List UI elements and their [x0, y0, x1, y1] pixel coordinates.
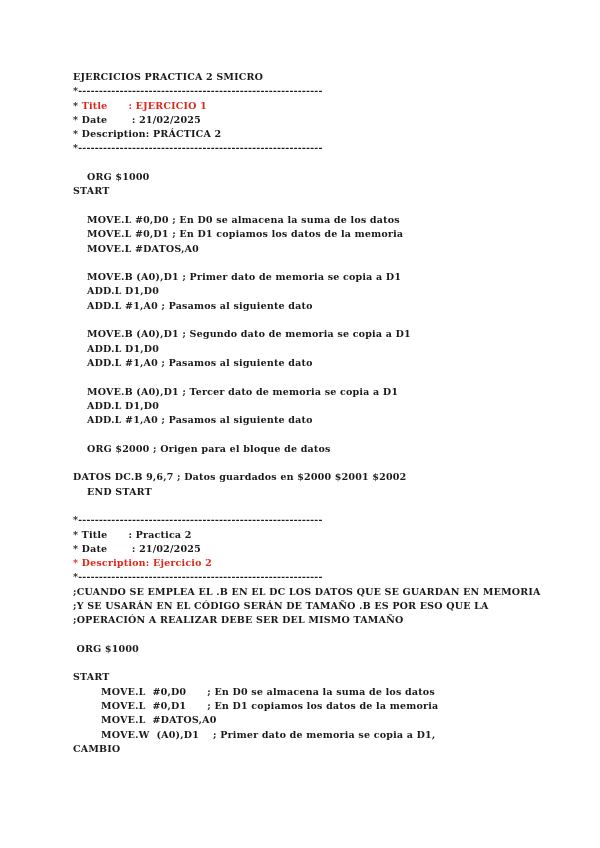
code-line-text: * Title : Practica 2	[73, 529, 192, 541]
code-line	[73, 343, 573, 357]
code-line-text: MOVE.L #0,D0 ; En D0 se almacena la suma de los datos	[73, 214, 400, 226]
code-line	[73, 243, 573, 257]
code-line	[73, 686, 573, 700]
code-line-text: ORG $1000	[73, 643, 139, 655]
code-line	[73, 714, 573, 728]
code-line-text: MOVE.L #0,D1 ; En D1 copiamos los datos de la memoria	[73, 701, 439, 713]
code-line	[73, 629, 573, 643]
code-line-text: MOVE.L #DATOS,A0	[73, 715, 217, 727]
code-line-text: ORG $2000 ; Origen para el bloque de datos	[73, 443, 331, 455]
code-line-text: ADD.L D1,D0	[73, 343, 160, 355]
code-line	[73, 128, 573, 142]
code-line	[73, 743, 573, 757]
code-line-text: ORG $1000	[73, 172, 150, 184]
code-line	[73, 300, 573, 314]
code-line	[73, 457, 573, 471]
code-line	[73, 700, 573, 714]
code-line	[73, 371, 573, 385]
code-line-text: *	[73, 100, 82, 112]
code-line-text: DATOS DC.B 9,6,7 ; Datos guardados en $2000 $2001 $2002	[73, 472, 407, 484]
code-line	[73, 557, 573, 571]
code-line	[73, 214, 573, 228]
code-line-text: EJERCICIOS PRACTICA 2 SMICRO	[73, 72, 264, 83]
code-line-text: ADD.L D1,D0	[73, 286, 160, 298]
code-line	[73, 428, 573, 442]
code-line-text: ADD.L D1,D0	[73, 400, 160, 412]
code-line	[73, 729, 573, 743]
code-line	[73, 357, 573, 371]
code-line-text: ;CUANDO SE EMPLEA EL .B EN EL DC LOS DATOS QUE SE GUARDAN EN MEMORIA	[73, 586, 541, 598]
code-line-text: * Date : 21/02/2025	[73, 114, 201, 126]
code-line	[73, 328, 573, 342]
code-line	[73, 200, 573, 214]
code-line	[73, 228, 573, 242]
code-line	[73, 386, 573, 400]
code-line	[73, 314, 573, 328]
code-line	[73, 657, 573, 671]
code-line	[73, 114, 573, 128]
code-line	[73, 514, 573, 528]
code-line	[73, 271, 573, 285]
code-line	[73, 543, 573, 557]
code-line-text: MOVE.B (A0),D1 ; Primer dato de memoria se copia a D1	[73, 272, 402, 284]
code-line	[73, 85, 573, 99]
code-line	[73, 671, 573, 685]
code-line	[73, 600, 573, 614]
code-line-text: MOVE.L #0,D0 ; En D0 se almacena la suma de los datos	[73, 686, 435, 698]
code-line-text: START	[73, 672, 110, 684]
code-line	[73, 643, 573, 657]
code-line-text: *-----------------------------------------------------------	[73, 143, 323, 155]
code-line	[73, 471, 573, 485]
code-line	[73, 285, 573, 299]
code-line	[73, 100, 573, 114]
code-line-text: MOVE.W (A0),D1 ; Primer dato de memoria se copia a D1,	[73, 729, 436, 741]
code-line-text: * Date : 21/02/2025	[73, 543, 201, 555]
code-line-text: MOVE.B (A0),D1 ; Segundo dato de memoria se copia a D1	[73, 329, 411, 341]
code-line-text: START	[73, 186, 110, 198]
code-line	[73, 571, 573, 585]
code-line-text: CAMBIO	[73, 743, 121, 755]
code-line-text: *-----------------------------------------------------------	[73, 86, 323, 98]
code-line-text: ;OPERACIÓN A REALIZAR DEBE SER DEL MISMO TAMAÑO	[73, 615, 404, 627]
code-line	[73, 142, 573, 156]
code-line	[73, 586, 573, 600]
code-line-text: MOVE.B (A0),D1 ; Tercer dato de memoria se copia a D1	[73, 386, 399, 398]
source-code-listing	[73, 71, 573, 757]
code-line-text: ADD.L #1,A0 ; Pasamos al siguiente dato	[73, 415, 313, 427]
code-line	[73, 157, 573, 171]
code-line	[73, 400, 573, 414]
code-line	[73, 414, 573, 428]
code-line-text: ;Y SE USARÁN EN EL CÓDIGO SERÁN DE TAMAÑO .B ES POR ESO QUE LA	[73, 600, 489, 612]
code-line	[73, 529, 573, 543]
code-line	[73, 171, 573, 185]
highlighted-text: Title : EJERCICIO 1	[81, 100, 207, 112]
code-line-text: ADD.L #1,A0 ; Pasamos al siguiente dato	[73, 357, 313, 369]
code-line	[73, 614, 573, 628]
code-line	[73, 486, 573, 500]
code-line-text: *-----------------------------------------------------------	[73, 515, 323, 527]
code-line-text: MOVE.L #0,D1 ; En D1 copiamos los datos de la memoria	[73, 229, 404, 241]
code-line	[73, 500, 573, 514]
code-line-text: *-----------------------------------------------------------	[73, 572, 323, 584]
code-line-text: MOVE.L #DATOS,A0	[73, 243, 199, 255]
code-line-text: * Description: PRÁCTICA 2	[73, 129, 222, 141]
code-line-text: ADD.L #1,A0 ; Pasamos al siguiente dato	[73, 300, 313, 312]
highlighted-text: * Description: Ejercicio 2	[73, 558, 212, 570]
code-line	[73, 185, 573, 199]
code-line	[73, 443, 573, 457]
code-line	[73, 71, 573, 85]
code-line-text: END START	[73, 486, 152, 498]
code-line	[73, 257, 573, 271]
